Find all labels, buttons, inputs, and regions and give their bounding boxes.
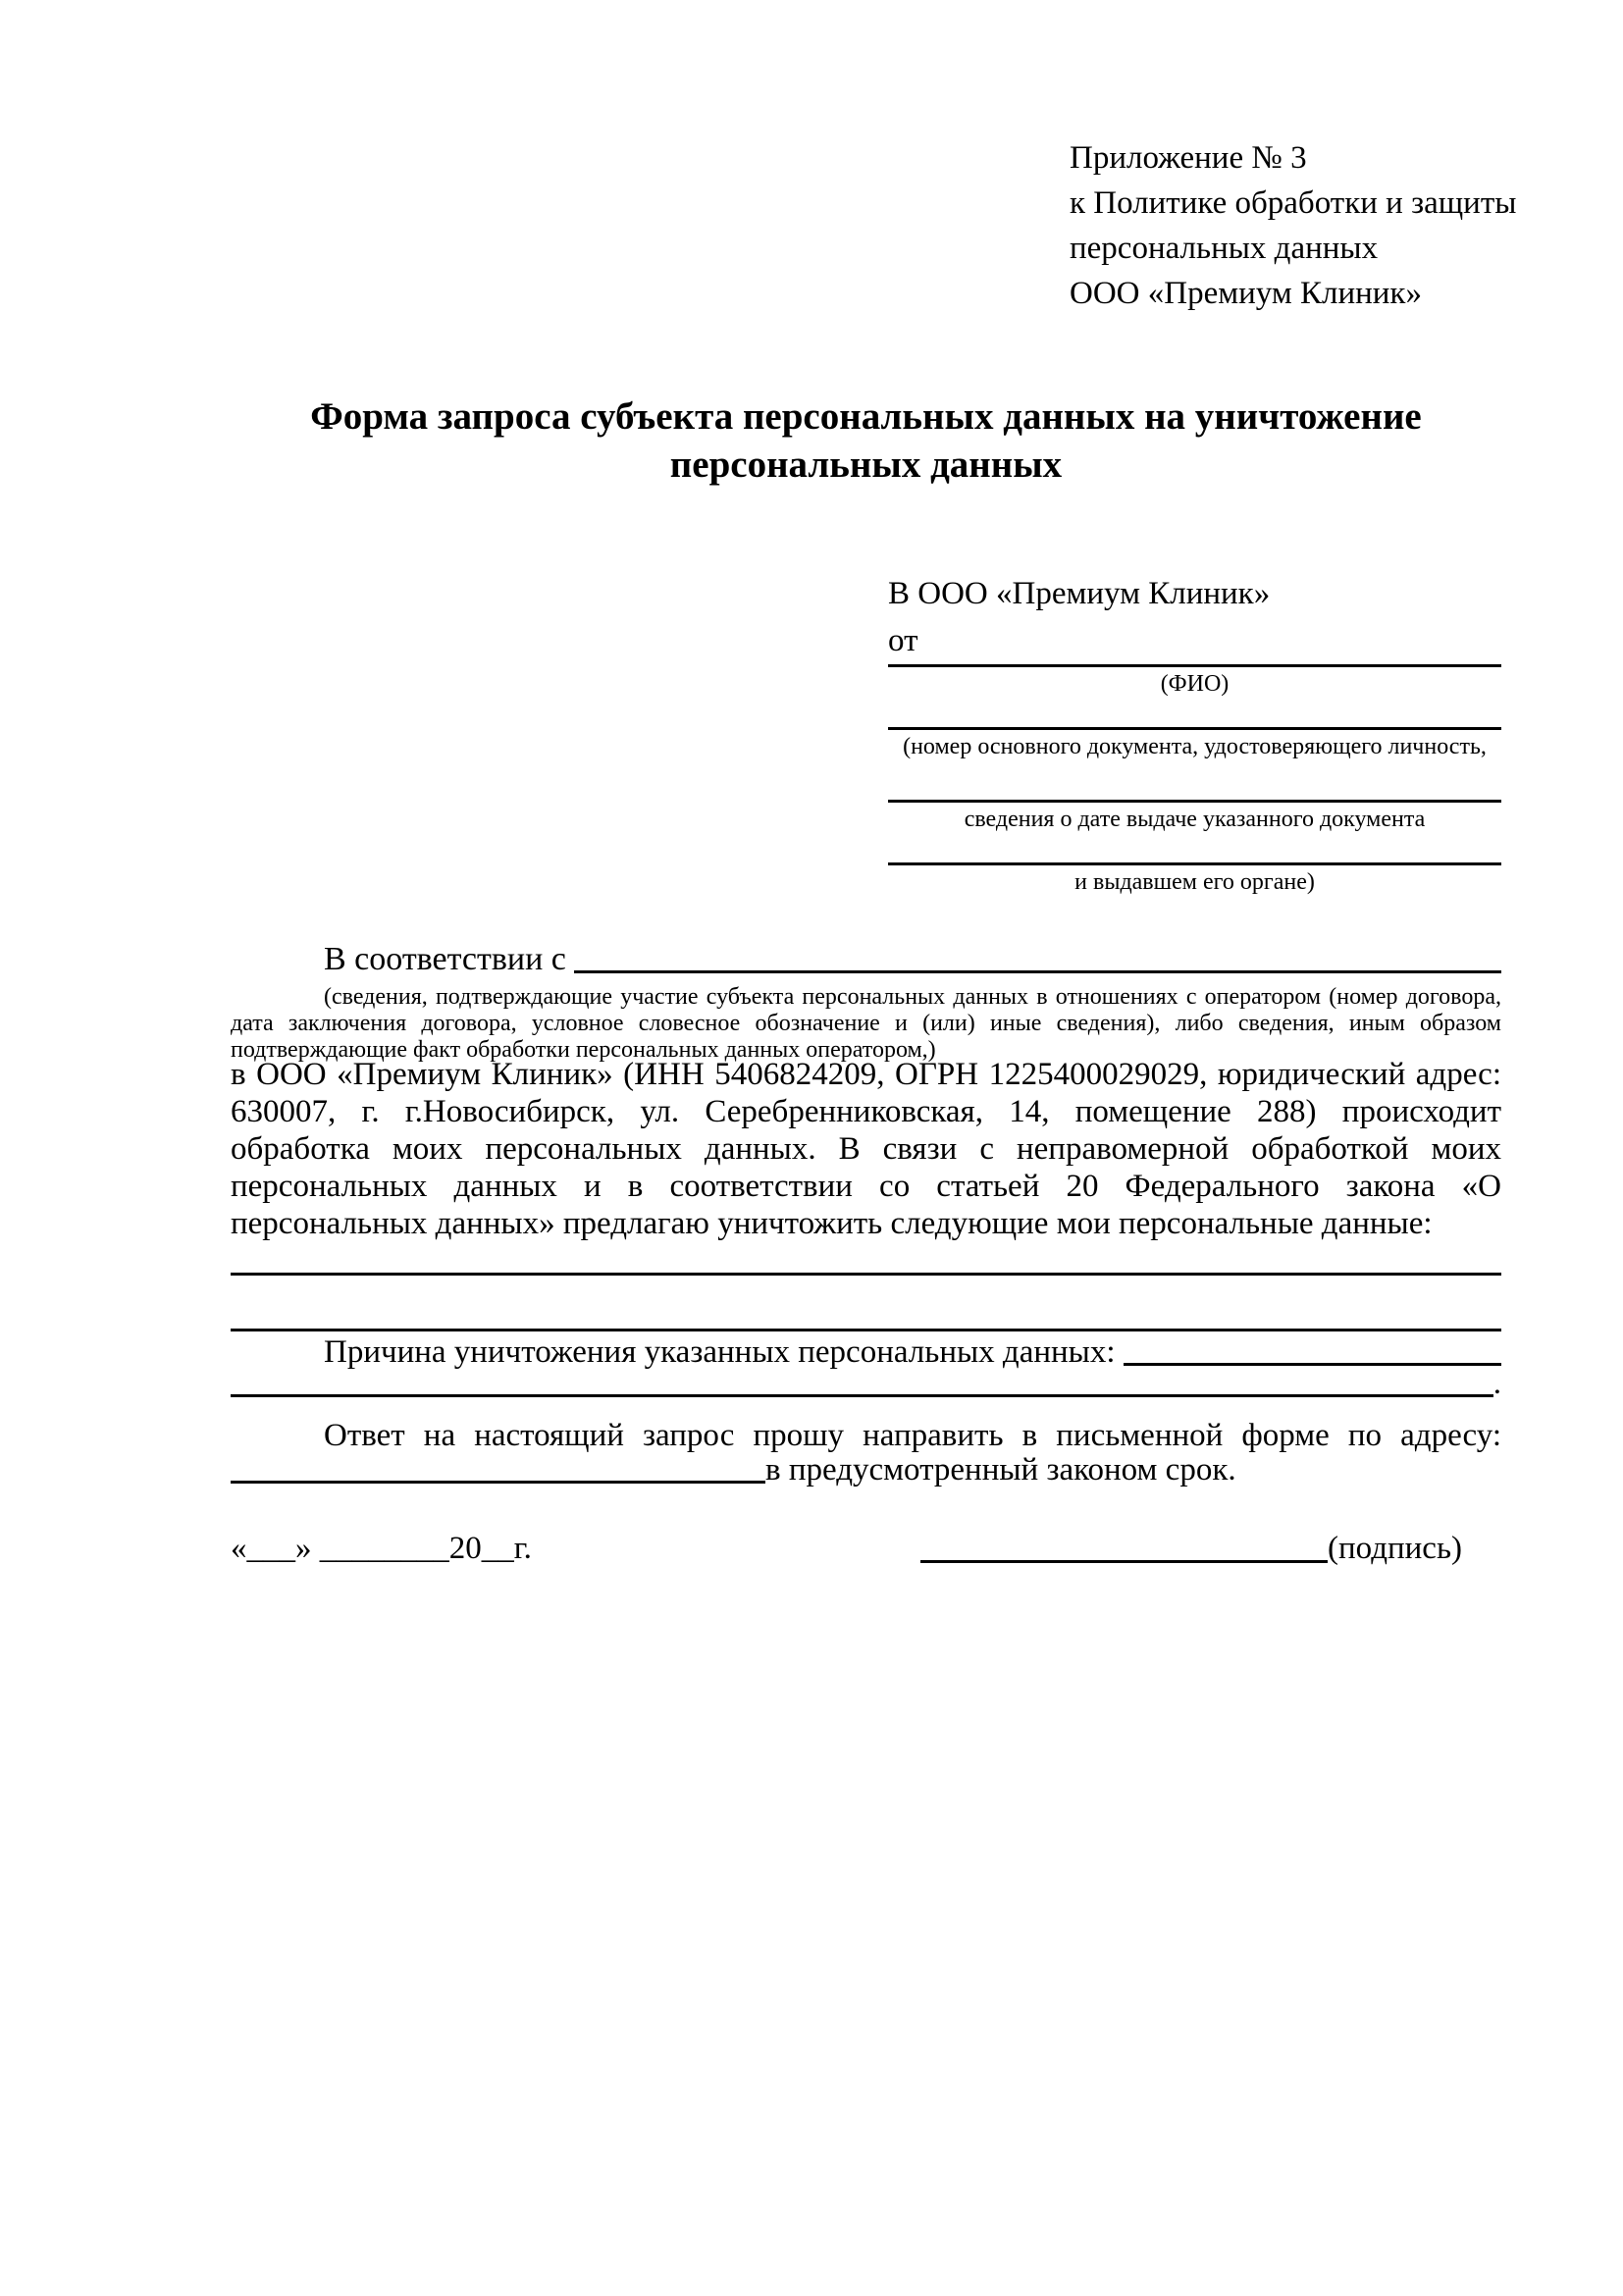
addressee-block bbox=[888, 574, 1501, 896]
document-number-field bbox=[888, 727, 1501, 760]
date-signature-row bbox=[231, 1529, 1501, 1568]
signature-caption: (подпись) bbox=[1328, 1531, 1462, 1566]
reason-label: Причина уничтожения указанных персональных данных: bbox=[324, 1334, 1116, 1370]
document-number-caption: (номер основного документа, удостоверяющего личность, bbox=[903, 734, 1487, 759]
personal-data-fill-line-2[interactable] bbox=[231, 1329, 1501, 1331]
main-paragraph: в ООО «Премиум Клиник» (ИНН 5406824209, ОГРН 1225400029029, юридический адрес: 630007, г. г.Новосибирск, ул. Серебренниковская, 14, помещение 288) происходит обработка моих персональных данных. В связи с неправомерной обработкой моих персональных данных и в соответствии со статьей 20 Федерального закона «О персональных данных» предлагаю уничтожить следующие мои персональные данные: bbox=[231, 1057, 1501, 1241]
appendix-line-2: к Политике обработки и защиты bbox=[1070, 185, 1517, 221]
appendix-header bbox=[1070, 135, 1516, 316]
fio-field bbox=[888, 664, 1501, 698]
appendix-line-4: ООО «Премиум Клиник» bbox=[1070, 276, 1422, 311]
accordance-label: В соответствии с bbox=[324, 941, 566, 977]
address-fill-line[interactable] bbox=[231, 1481, 765, 1484]
reason-continuation-row bbox=[231, 1364, 1501, 1403]
signature-group bbox=[920, 1529, 1462, 1568]
issue-date-caption: сведения о дате выдаче указанного документа bbox=[964, 807, 1426, 832]
signature-fill-line[interactable] bbox=[920, 1560, 1328, 1563]
answer-address-row bbox=[231, 1450, 1501, 1489]
issuing-authority-caption: и выдавшем его органе) bbox=[1074, 869, 1315, 895]
date-blank[interactable]: «___» ________20__г. bbox=[231, 1531, 532, 1566]
accordance-fill-line[interactable] bbox=[574, 970, 1501, 973]
reason-terminator: . bbox=[1492, 1366, 1501, 1401]
answer-sentence: Ответ на настоящий запрос прошу направить в письменной форме по адресу: bbox=[324, 1418, 1501, 1453]
addressee-to: В ООО «Премиум Клиник» bbox=[888, 576, 1271, 611]
issue-date-field bbox=[888, 800, 1501, 833]
accordance-footnote: (сведения, подтверждающие участие субъекта персональных данных в отношениях с оператором (номер договора, дата заключения договора, условное словесное обозначение и (или) иные сведения), либо сведения, иным образом подтверждающие факт обработки персональных данных оператором,) bbox=[231, 984, 1501, 1063]
issuing-authority-field bbox=[888, 862, 1501, 896]
appendix-line-1: Приложение № 3 bbox=[1070, 140, 1307, 176]
appendix-line-3: персональных данных bbox=[1070, 231, 1379, 266]
accordance-row bbox=[231, 940, 1501, 979]
personal-data-fill-line-1[interactable] bbox=[231, 1273, 1501, 1276]
answer-tail-label: в предусмотренный законом срок. bbox=[765, 1452, 1236, 1487]
fio-caption: (ФИО) bbox=[1160, 671, 1230, 697]
reason-continuation-fill-line[interactable] bbox=[231, 1394, 1493, 1397]
addressee-from-label: от bbox=[888, 623, 918, 658]
document-title: Форма запроса субъекта персональных данных на уничтожение персональных данных bbox=[310, 395, 1422, 486]
